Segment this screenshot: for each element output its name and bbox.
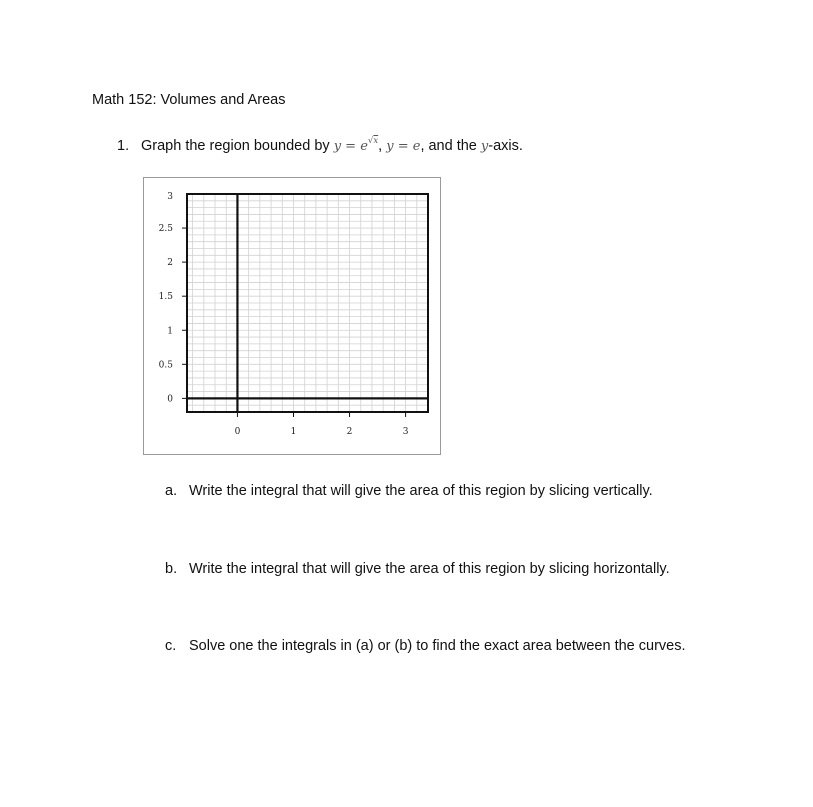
graph-figure [143,177,441,455]
part-a-letter: a. [165,483,178,499]
equation-2: y = e [386,139,421,154]
question-1 [117,136,523,154]
x-tick-label: 2 [346,427,353,437]
x-tick-label: 1 [290,427,297,437]
part-c-letter: c. [165,638,177,654]
question-text-before: Graph the region bounded by [141,138,330,154]
y-tick-label: 2 [167,258,173,269]
part-a-text: Write the integral that will give the area of this region by slicing vertically. [189,483,653,499]
graph-grid[interactable] [144,178,442,456]
part-c-text: Solve one the integrals in (a) or (b) to find the exact area between the curves. [189,638,686,654]
part-c [165,638,686,654]
axis-variable: y [480,139,489,154]
y-tick-label: 3 [167,192,173,202]
x-tick-label: 0 [234,427,241,437]
question-number: 1. [117,138,130,154]
y-tick-label: 1 [167,326,173,337]
part-b-text: Write the integral that will give the area of this region by slicing horizontally. [189,561,670,577]
page-title: Math 152: Volumes and Areas [92,92,286,108]
y-tick-label: 2.5 [158,224,173,235]
question-text-after: -axis. [488,138,523,154]
separator: , [378,138,383,154]
x-tick-label: 3 [402,427,409,437]
question-text-mid: , and the [420,138,477,154]
y-tick-label: 0 [167,394,173,405]
part-b-letter: b. [165,561,178,577]
equation-1: $y = e^{√x}$ [333,136,379,154]
part-a [165,483,653,499]
y-tick-label: 0.5 [158,360,173,371]
y-tick-label: 1.5 [158,292,173,303]
part-b [165,561,670,577]
